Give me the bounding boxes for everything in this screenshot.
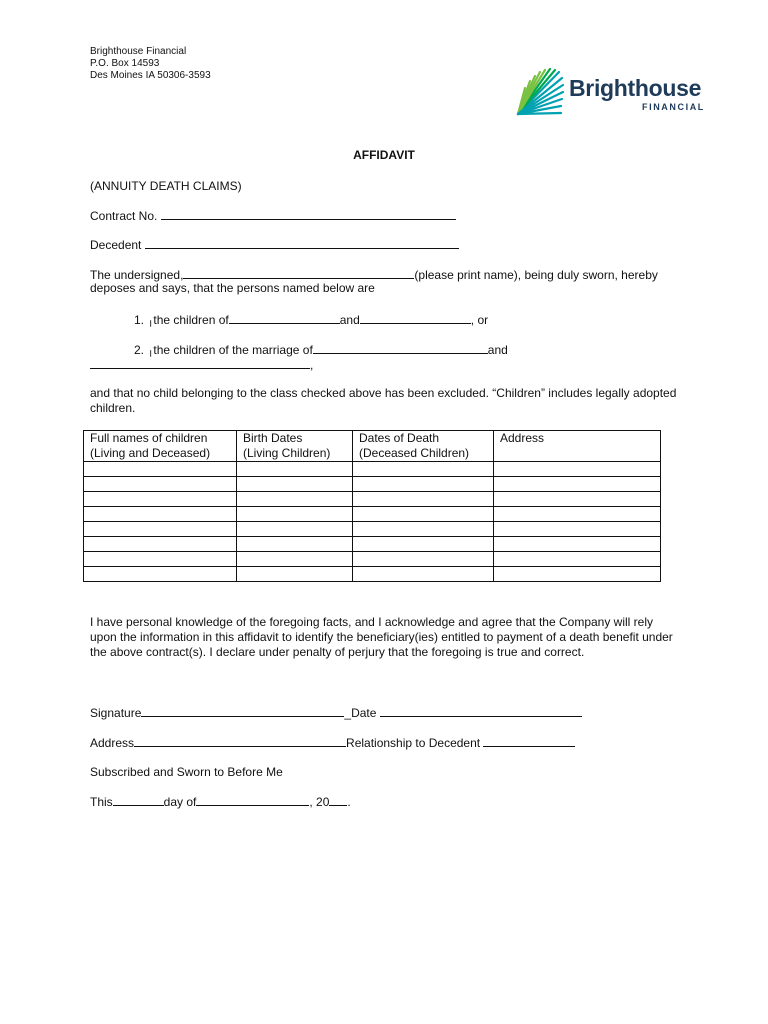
year-field[interactable]	[329, 794, 347, 806]
contract-no-row	[90, 208, 456, 224]
option-1-parent-b-field[interactable]	[360, 312, 471, 324]
contract-no-label: Contract No.	[90, 209, 158, 223]
table-row	[84, 522, 661, 537]
table-cell[interactable]	[494, 507, 661, 522]
table-cell[interactable]	[237, 492, 353, 507]
undersigned-name-field[interactable]	[183, 267, 414, 279]
children-table	[83, 430, 661, 582]
relationship-label: Relationship to Decedent	[346, 736, 481, 750]
option-2-comma: ,	[310, 358, 314, 372]
table-cell[interactable]	[494, 522, 661, 537]
exclusion-paragraph: and that no child belonging to the class checked above has been excluded. “Children” includes legally adopted children.	[90, 386, 677, 415]
option-1-checkbox[interactable]: ╷	[147, 315, 154, 327]
sunburst-icon	[515, 68, 565, 116]
option-1-number: 1.	[134, 313, 145, 327]
table-cell[interactable]	[84, 477, 237, 492]
address-row	[90, 735, 575, 751]
table-cell[interactable]	[353, 462, 494, 477]
table-cell[interactable]	[494, 552, 661, 567]
option-2-and: and	[487, 343, 508, 357]
company-address	[90, 46, 211, 82]
table-row	[84, 537, 661, 552]
address-label: Address	[90, 736, 135, 750]
option-2-text: the children of the marriage of	[153, 343, 313, 357]
table-cell[interactable]	[237, 567, 353, 582]
table-row	[84, 492, 661, 507]
signature-field[interactable]	[141, 705, 344, 717]
date-label: Date	[351, 706, 377, 720]
table-row	[84, 462, 661, 477]
option-1-and: and	[339, 313, 360, 327]
option-1-parent-a-field[interactable]	[229, 312, 340, 324]
logo-subtitle: FINANCIAL	[642, 102, 705, 112]
table-row	[84, 477, 661, 492]
table-cell[interactable]	[494, 537, 661, 552]
table-cell[interactable]	[237, 462, 353, 477]
page-title: AFFIDAVIT	[353, 148, 415, 162]
table-cell[interactable]	[237, 522, 353, 537]
undersigned-suffix: (please print name), being duly sworn, hereby	[414, 268, 658, 282]
undersigned-label: The undersigned,	[90, 268, 184, 282]
signature-label: Signature	[90, 706, 142, 720]
day-field[interactable]	[113, 794, 164, 806]
table-cell[interactable]	[84, 522, 237, 537]
table-cell[interactable]	[494, 492, 661, 507]
brighthouse-logo	[515, 68, 705, 116]
option-1-or: , or	[470, 313, 489, 327]
table-cell[interactable]	[494, 462, 661, 477]
table-cell[interactable]	[84, 462, 237, 477]
table-cell[interactable]	[353, 477, 494, 492]
decedent-row	[90, 237, 459, 253]
option-2-parent-b-field[interactable]	[90, 357, 310, 369]
option-2-checkbox[interactable]: ╷	[147, 345, 154, 357]
table-header-row	[84, 431, 661, 462]
option-2-parent-a-field[interactable]	[313, 342, 488, 354]
table-cell[interactable]	[353, 552, 494, 567]
month-field[interactable]	[196, 794, 309, 806]
table-cell[interactable]	[237, 552, 353, 567]
decedent-field[interactable]	[145, 237, 459, 249]
table-cell[interactable]	[84, 492, 237, 507]
table-cell[interactable]	[353, 492, 494, 507]
table-cell[interactable]	[353, 567, 494, 582]
form-subtitle: (ANNUITY DEATH CLAIMS)	[90, 179, 242, 193]
address-field[interactable]	[134, 735, 346, 747]
table-cell[interactable]	[494, 477, 661, 492]
table-cell[interactable]	[84, 567, 237, 582]
table-cell[interactable]	[237, 477, 353, 492]
table-cell[interactable]	[494, 567, 661, 582]
city-zip: Des Moines IA 50306-3593	[90, 70, 211, 81]
acknowledgement-paragraph: I have personal knowledge of the foregoing facts, and I acknowledge and agree that the Company will rely upon the information in this affidavit to identify the beneficiary(ies) entitled to payment of a death benefit under the above contract(s). I declare under penalty of perjury that the foregoing is true and correct.	[90, 615, 673, 659]
table-cell[interactable]	[237, 537, 353, 552]
day-of-label: day of	[163, 795, 197, 809]
option-1-text: the children of	[153, 313, 229, 327]
option-2-number: 2.	[134, 343, 145, 357]
header-full-names: Full names of children (Living and Deceased)	[84, 431, 237, 462]
table-cell[interactable]	[84, 537, 237, 552]
logo-wordmark: Brighthouse	[569, 75, 702, 101]
po-box: P.O. Box 14593	[90, 58, 160, 69]
option-2-row-2	[90, 357, 313, 373]
table-row	[84, 567, 661, 582]
sworn-text: Subscribed and Sworn to Before Me	[90, 765, 283, 779]
table-cell[interactable]	[237, 507, 353, 522]
table-cell[interactable]	[353, 507, 494, 522]
notary-date-row: This day of , 20 .	[90, 795, 351, 809]
table-cell[interactable]	[84, 507, 237, 522]
deposes-text: deposes and says, that the persons named below are	[90, 281, 375, 295]
table-row	[84, 507, 661, 522]
table-cell[interactable]	[353, 522, 494, 537]
date-field[interactable]	[380, 705, 582, 717]
contract-no-field[interactable]	[161, 208, 456, 220]
header-address: Address	[494, 431, 661, 462]
table-cell[interactable]	[84, 552, 237, 567]
option-1-row	[134, 312, 488, 329]
company-name: Brighthouse Financial	[90, 46, 187, 57]
signature-row: Signature _Date	[90, 705, 582, 721]
relationship-field[interactable]	[483, 735, 575, 747]
decedent-label: Decedent	[90, 238, 142, 252]
year-label: , 20	[309, 795, 330, 809]
children-table-body	[84, 462, 661, 582]
table-cell[interactable]	[353, 537, 494, 552]
header-dates-of-death: Dates of Death (Deceased Children)	[353, 431, 494, 462]
table-row	[84, 552, 661, 567]
header-birth-dates: Birth Dates (Living Children)	[237, 431, 353, 462]
this-label: This	[90, 795, 113, 809]
